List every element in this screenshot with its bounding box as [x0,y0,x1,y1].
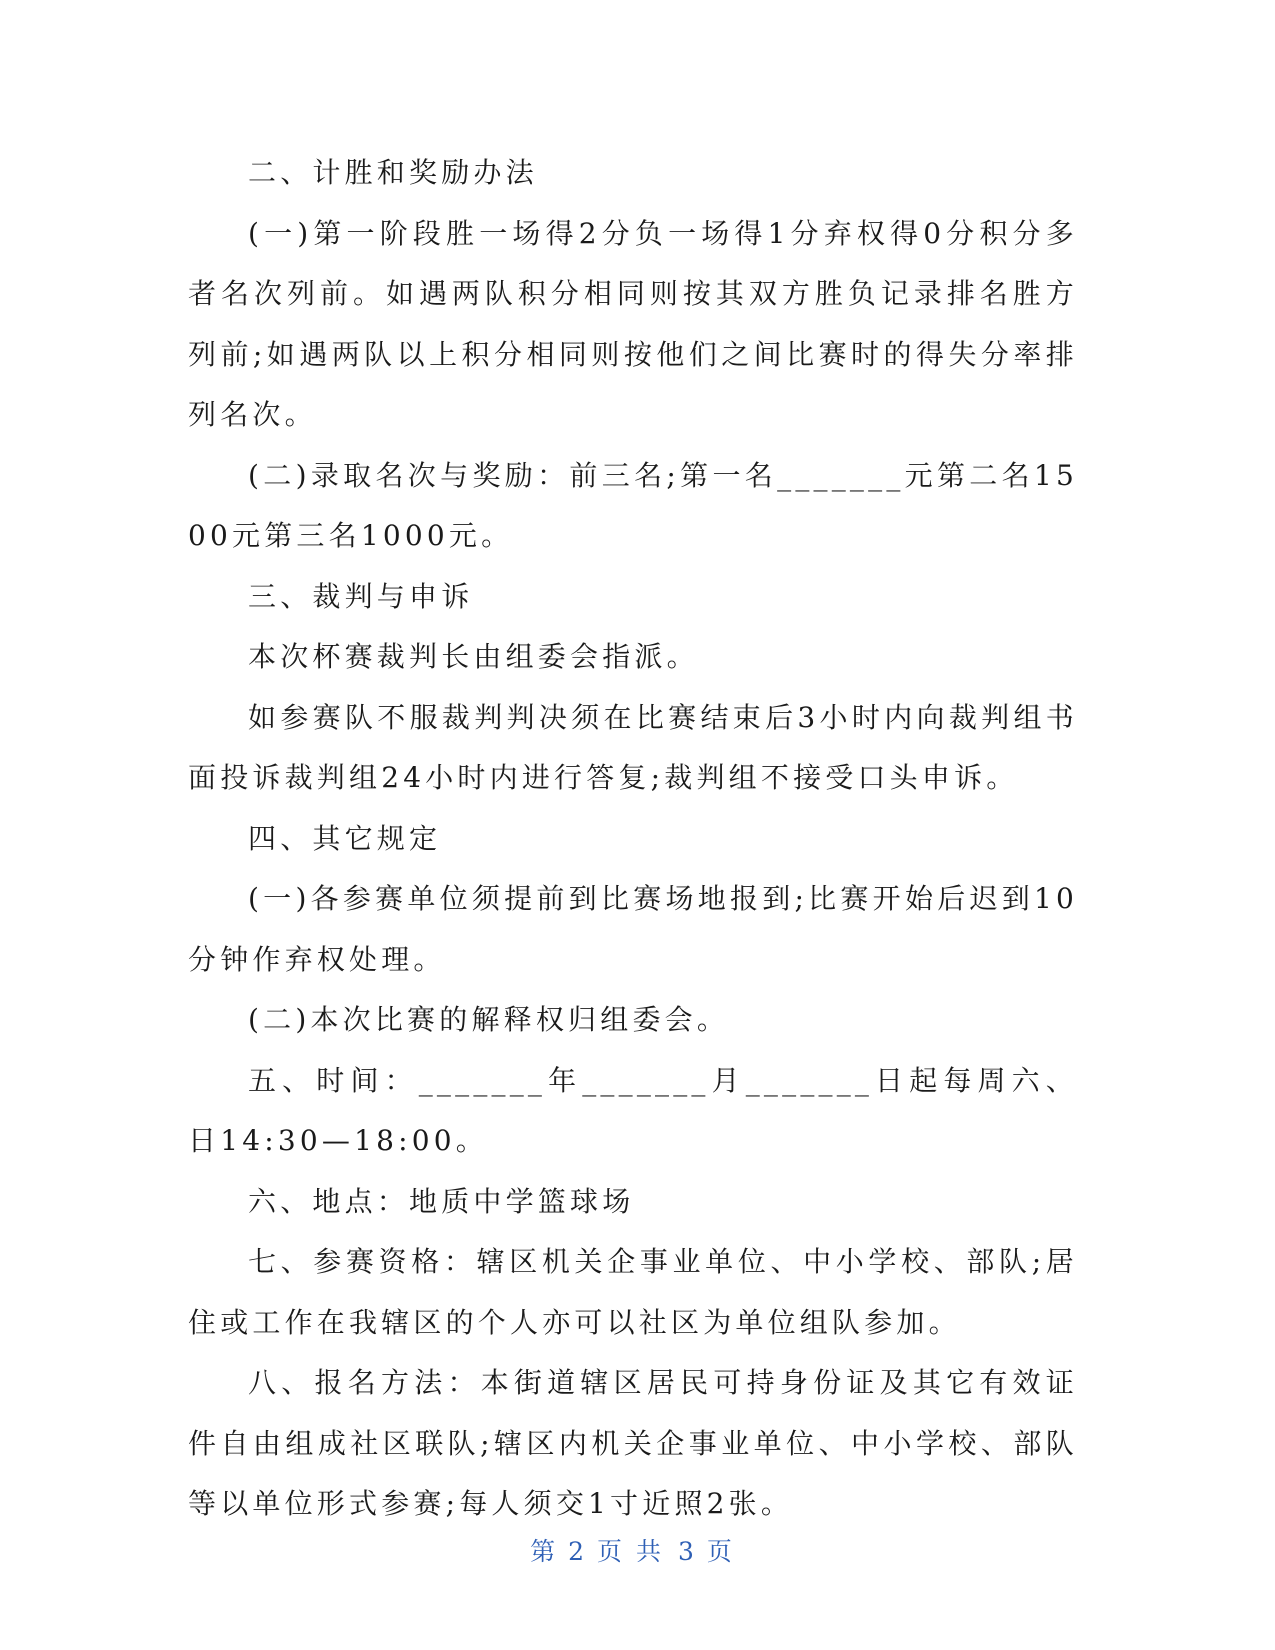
paragraph-prizes: (二)录取名次与奖励：前三名;第一名_______元第二名1500元第三名1000元。 [188,458,1078,552]
section-heading-scoring: 二、计胜和奖励办法 [248,156,538,189]
footer-suffix: 页 [706,1537,735,1566]
footer-total-pages: 3 [677,1537,697,1566]
paragraph-registration: 八、报名方法：本街道辖区居民可持身份证及其它有效证件自由组成社区联队;辖区内机关企事业单位、中小学校、部队等以单位形式参赛;每人须交1寸近照2张。 [188,1366,1078,1520]
section-heading-referee: 三、裁判与申诉 [248,579,474,613]
footer-mid: 页 共 [597,1537,664,1566]
footer-prefix: 第 [530,1537,559,1566]
footer-current-page: 2 [568,1537,588,1566]
paragraph-location: 六、地点：地质中学篮球场 [248,1184,635,1218]
paragraph-late-arrival: (一)各参赛单位须提前到比赛场地报到;比赛开始后迟到10分钟作弃权处理。 [188,882,1078,976]
paragraph-stage-one-scoring: (一)第一阶段胜一场得2分负一场得1分弃权得0分积分多者名次列前。如遇两队积分相同则按其双方胜负记录排名胜方列前;如遇两队以上积分相同则按他们之间比赛时的得失分率排列名次。 [188,216,1078,431]
page-footer [0,1532,1275,1568]
paragraph-interpretation: (二)本次比赛的解释权归组委会。 [248,1003,730,1036]
section-heading-other-rules: 四、其它规定 [248,821,442,855]
paragraph-appeal: 如参赛队不服裁判判决须在比赛结束后3小时内向裁判组书面投诉裁判组24小时内进行答复;裁判组不接受口头申诉。 [188,700,1078,794]
paragraph-chief-referee: 本次杯赛裁判长由组委会指派。 [248,640,699,673]
paragraph-time: 五、时间：_______年_______月_______日起每周六、日14:30—18:00。 [188,1063,1078,1157]
paragraph-eligibility: 七、参赛资格：辖区机关企事业单位、中小学校、部队;居住或工作在我辖区的个人亦可以社区为单位组队参加。 [188,1245,1078,1339]
document-body [188,143,1078,1535]
